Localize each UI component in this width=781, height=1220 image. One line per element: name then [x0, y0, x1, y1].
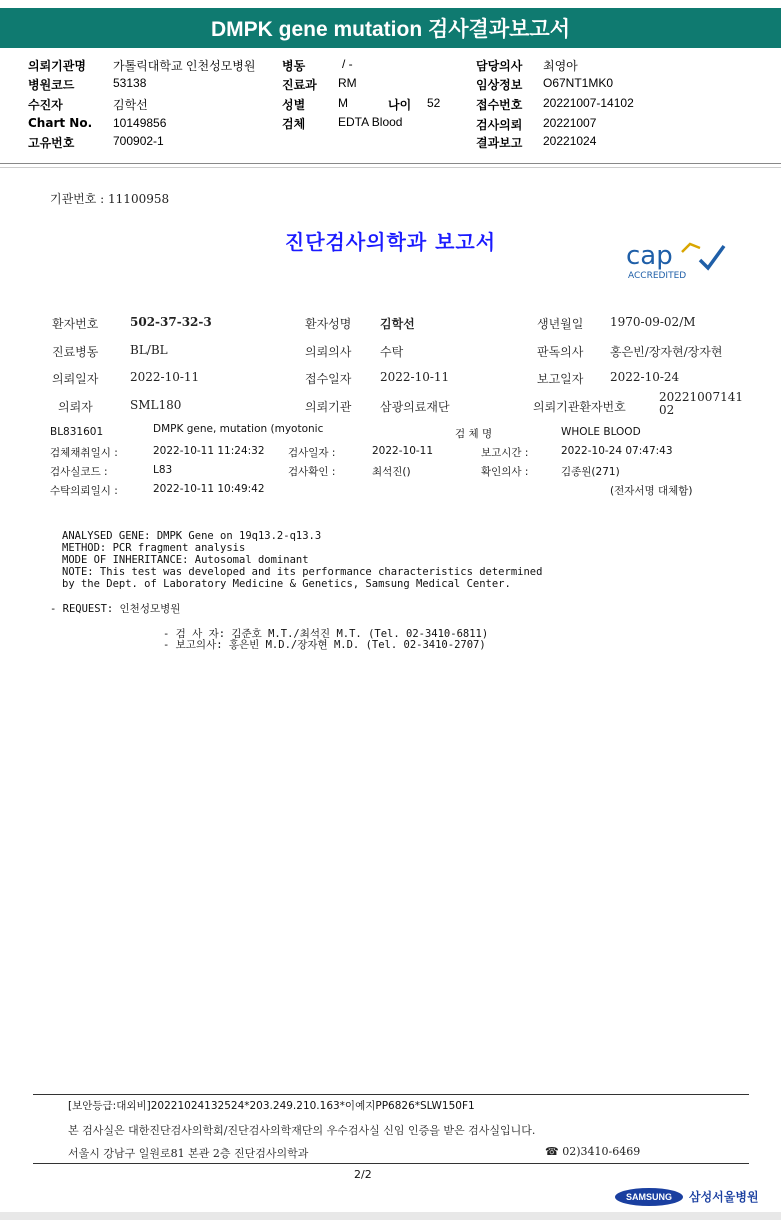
info-value: M: [338, 96, 348, 110]
info-value: O67NT1MK0: [543, 76, 614, 90]
footer-divider: [33, 1094, 749, 1095]
info-label: 병동: [282, 59, 306, 73]
patient-label: 환자성명: [305, 317, 352, 331]
header-divider: [0, 167, 781, 168]
checkmark-icon: [682, 244, 700, 252]
patient-value: 2022100714102: [659, 390, 743, 417]
report-title: 진단검사의학과 보고서: [284, 230, 497, 254]
info-value: RM: [338, 76, 357, 90]
info-label: 성별: [282, 98, 306, 112]
report-time-label: 보고시간 :: [481, 447, 529, 459]
security-line: [보안등급:대외비]20221024132524*203.249.210.163*이예지PP6826*SLW150F1: [68, 1100, 475, 1112]
bottom-strip: [0, 1212, 781, 1220]
info-label: Chart No.: [28, 116, 93, 130]
cap-accredited-logo: [620, 234, 730, 284]
body-line: NOTE: This test was developed and its performance characteristics determined: [62, 566, 543, 578]
info-value: 김학선: [113, 98, 148, 112]
patient-label: 판독의사: [537, 345, 584, 359]
sample-code: BL831601: [50, 426, 104, 438]
patient-label: 환자번호: [52, 317, 99, 331]
report-time-value: 2022-10-24 07:47:43: [561, 445, 673, 457]
samsung-badge: SAMSUNG: [615, 1188, 683, 1206]
body-line: METHOD: PCR fragment analysis: [62, 542, 246, 554]
info-value: 가톨릭대학교 인천성모병원: [113, 59, 256, 73]
info-value: 10149856: [113, 116, 167, 130]
info-value: 20221024: [543, 134, 597, 148]
info-value: 52: [427, 96, 441, 110]
institution-number: 기관번호 : 11100958: [50, 192, 170, 206]
page-number: 2/2: [354, 1168, 372, 1181]
info-value: 20221007-14102: [543, 96, 634, 110]
body-line: by the Dept. of Laboratory Medicine & Genetics, Samsung Medical Center.: [62, 578, 511, 590]
request-time-label: 수탁의뢰일시 :: [50, 485, 118, 497]
doctor-value: 김종원(271): [561, 466, 620, 478]
collect-label: 검체채취일시 :: [50, 447, 118, 459]
confirm-value: 최석진(): [372, 466, 411, 478]
info-value: 53138: [113, 76, 147, 90]
request-time-value: 2022-10-11 10:49:42: [153, 483, 265, 495]
info-label: 임상정보: [476, 78, 523, 92]
header-divider: [0, 163, 781, 164]
patient-label: 접수일자: [305, 372, 352, 386]
patient-value: 홍은빈/장자현/장자현: [610, 345, 723, 359]
info-label: 진료과: [282, 78, 317, 92]
body-line: ANALYSED GENE: DMPK Gene on 19q13.2-q13.3: [62, 530, 322, 542]
info-label: 병원코드: [28, 78, 75, 92]
info-value: / -: [342, 57, 353, 71]
info-label: 결과보고: [476, 136, 523, 150]
exam-date-label: 검사일자 :: [288, 447, 336, 459]
patient-label: 생년월일: [537, 317, 584, 331]
request-line: - REQUEST: 인천성모병원: [50, 603, 181, 615]
cap-logo-text: cap: [626, 241, 673, 271]
phone-line: ☎ 02)3410-6469: [545, 1145, 641, 1158]
exam-date-value: 2022-10-11: [372, 445, 434, 457]
patient-label: 의뢰의사: [305, 345, 352, 359]
reporter-line: - 보고의사: 홍은빈 M.D./장자현 M.D. (Tel. 02-3410-2707): [163, 639, 486, 651]
test-name: DMPK gene, mutation (myotonic: [153, 423, 324, 435]
body-line: MODE OF INHERITANCE: Autosomal dominant: [62, 554, 309, 566]
samsung-hospital-name: 삼성서울병원: [689, 1190, 759, 1204]
info-label: 검사의뢰: [476, 118, 523, 132]
info-label: 접수번호: [476, 98, 523, 112]
room-value: L83: [153, 464, 173, 476]
patient-value: 김학선: [380, 317, 415, 331]
specimen-label: 검 체 명: [455, 428, 493, 440]
patient-value: 2022-10-24: [610, 370, 680, 384]
certification-line: 본 검사실은 대한진단검사의학회/진단검사의학재단의 우수검사실 신임 인증을 받은 검사실입니다.: [68, 1124, 536, 1137]
patient-value: 삼광의료재단: [380, 400, 450, 414]
patient-label: 진료병동: [52, 345, 99, 359]
esign-note: (전자서명 대체함): [610, 485, 693, 497]
info-label: 고유번호: [28, 136, 75, 150]
samsung-hospital-logo: [615, 1186, 765, 1210]
address-line: 서울시 강남구 일원로81 본관 2층 진단검사의학과: [68, 1147, 309, 1160]
info-label: 검체: [282, 117, 306, 131]
patient-label: 의뢰일자: [52, 372, 99, 386]
patient-value: 수탁: [380, 345, 404, 359]
info-label: 수진자: [28, 98, 63, 112]
info-value: 최영아: [543, 59, 578, 73]
footer-divider: [33, 1163, 749, 1164]
info-label: 의뢰기관명: [28, 59, 86, 73]
patient-value: 2022-10-11: [380, 370, 450, 384]
info-label: 담당의사: [476, 59, 523, 73]
confirm-label: 검사확인 :: [288, 466, 336, 478]
info-value: EDTA Blood: [338, 115, 403, 129]
patient-value: 2022-10-11: [130, 370, 200, 384]
patient-label: 의뢰기관: [305, 400, 352, 414]
info-value: 20221007: [543, 116, 597, 130]
checkmark-icon: [700, 246, 724, 268]
collect-value: 2022-10-11 11:24:32: [153, 445, 265, 457]
info-label: 나이: [388, 98, 412, 112]
doctor-label: 확인의사 :: [481, 466, 529, 478]
specimen-value: WHOLE BLOOD: [561, 426, 641, 438]
patient-value: BL/BL: [130, 343, 168, 357]
patient-label: 의뢰기관환자번호: [533, 400, 626, 414]
patient-value: SML180: [130, 398, 182, 412]
patient-label: 보고일자: [537, 372, 584, 386]
examiner-line: - 검 사 자: 김준호 M.T./최석진 M.T. (Tel. 02-3410-6811): [163, 628, 489, 640]
cap-logo-subtext: ACCREDITED: [628, 271, 687, 281]
room-label: 검사실코드 :: [50, 466, 108, 478]
patient-value: 1970-09-02/M: [610, 315, 696, 329]
info-value: 700902-1: [113, 134, 164, 148]
patient-value: 502-37-32-3: [130, 315, 212, 329]
report-header-title: DMPK gene mutation 검사결과보고서: [0, 8, 781, 48]
patient-label: 의뢰자: [58, 400, 93, 414]
